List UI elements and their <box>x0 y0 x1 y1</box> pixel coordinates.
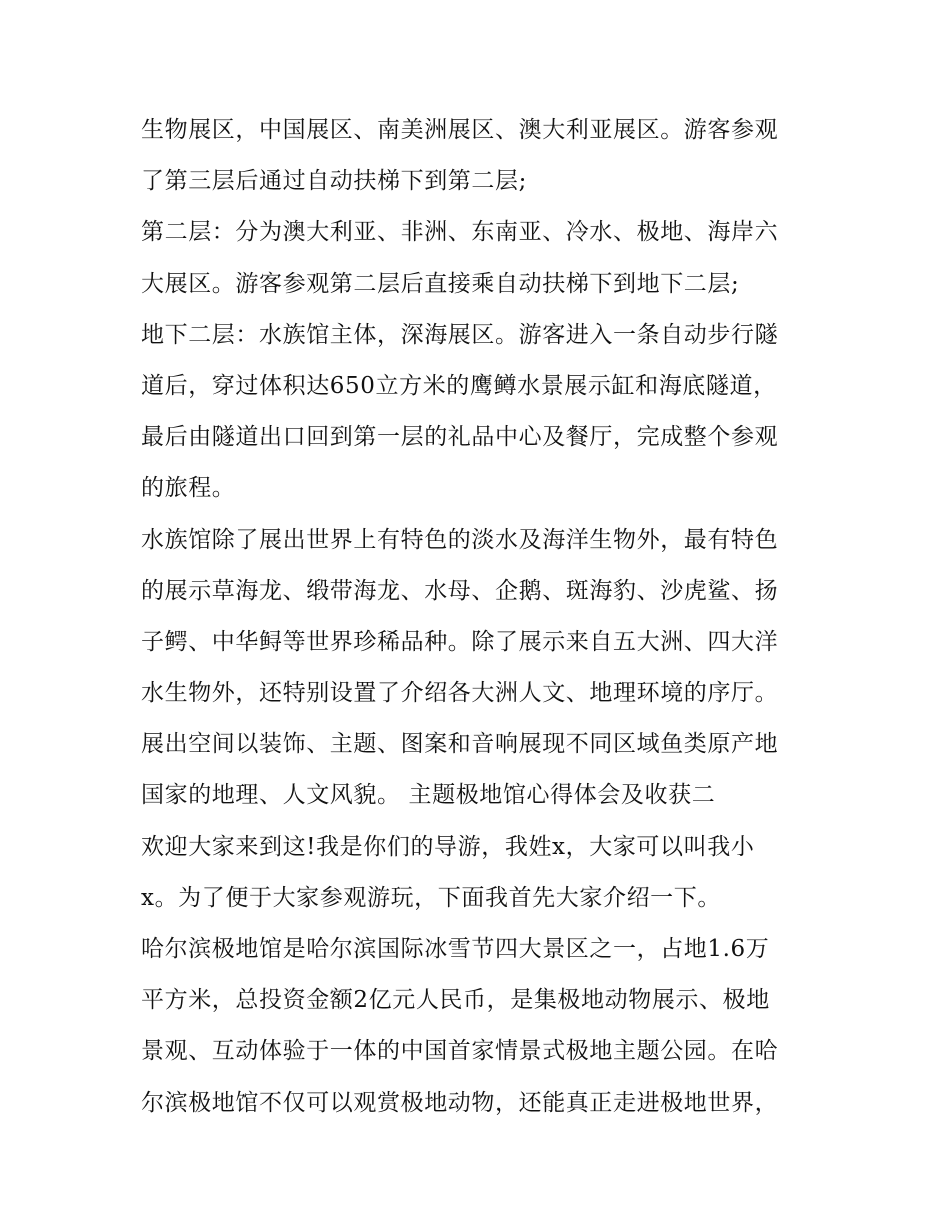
text-line: 第二层：分为澳大利亚、非洲、东南亚、冷水、极地、海岸六 <box>141 219 779 246</box>
text-line: 展出空间以装饰、主题、图案和音响展现不同区域鱼类原产地 <box>141 731 779 758</box>
text-line: 欢迎大家来到这!我是你们的导游，我姓x，大家可以叫我小 <box>141 833 755 860</box>
text-line: 水族馆除了展出世界上有特色的淡水及海洋生物外，最有特色 <box>141 526 779 553</box>
text-line: 最后由隧道出口回到第一层的礼品中心及餐厅，完成整个参观 <box>141 424 779 451</box>
text-line: 水生物外，还特别设置了介绍各大洲人文、地理环境的序厅。 <box>141 680 779 707</box>
text-line: 哈尔滨极地馆是哈尔滨国际冰雪节四大景区之一，占地1.6万 <box>141 936 770 962</box>
document-page <box>141 110 821 1134</box>
text-line: 国家的地理、人文风貌。 主题极地馆心得体会及收获二 <box>141 782 716 809</box>
text-line: 子鳄、中华鲟等世界珍稀品种。除了展示来自五大洲、四大洋 <box>141 628 779 655</box>
text-line: 道后，穿过体积达650立方米的鹰鳟水景展示缸和海底隧道， <box>141 372 777 399</box>
text-line: 生物展区，中国展区、南美洲展区、澳大利亚展区。游客参观 <box>141 117 779 143</box>
text-line: 尔滨极地馆不仅可以观赏极地动物，还能真正走进极地世界， <box>141 1089 779 1116</box>
text-line: 的展示草海龙、缎带海龙、水母、企鹅、斑海豹、沙虎鲨、扬 <box>141 577 779 604</box>
text-line: 景观、互动体验于一体的中国首家情景式极地主题公园。在哈 <box>141 1038 779 1065</box>
text-line: 的旅程。 <box>141 475 236 502</box>
text-line: 大展区。游客参观第二层后直接乘自动扶梯下到地下二层; <box>141 270 740 297</box>
text-line: 了第三层后通过自动扶梯下到第二层; <box>141 168 527 195</box>
text-line: 地下二层：水族馆主体，深海展区。游客进入一条自动步行隧 <box>141 321 779 348</box>
text-line: x。为了便于大家参观游玩，下面我首先大家介绍一下。 <box>141 884 721 911</box>
text-line: 平方米，总投资金额2亿元人民币，是集极地动物展示、极地 <box>141 987 770 1014</box>
